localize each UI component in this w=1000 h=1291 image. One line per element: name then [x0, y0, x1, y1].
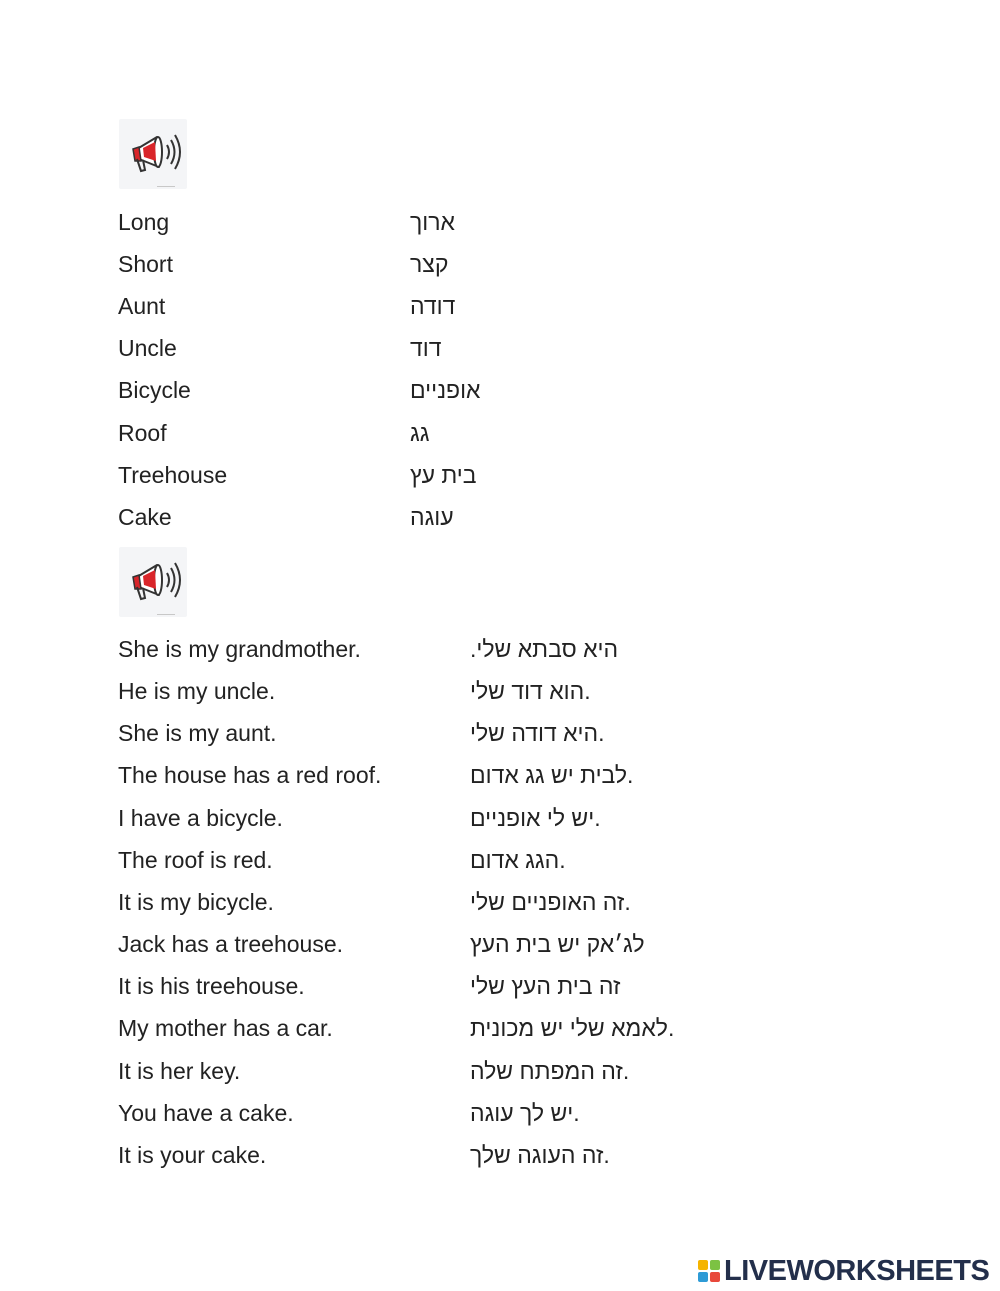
sentence-english: Jack has a treehouse. [118, 931, 344, 957]
sentence-hebrew: לאמא שלי יש מכונית. [470, 1015, 675, 1041]
vocab-hebrew: עוגה [410, 504, 454, 530]
sentence-hebrew: .היא סבתא שלי [470, 636, 619, 662]
sentence-english: It is my bicycle. [118, 889, 274, 915]
vocab-hebrew: ארוך [410, 209, 455, 235]
audio-play-button-sentences[interactable] [119, 547, 187, 617]
megaphone-icon [119, 119, 187, 189]
vocab-row [0, 375, 1000, 405]
sentence-row [0, 971, 1000, 1001]
sentence-hebrew: זה בית העץ שלי [470, 973, 621, 999]
sentence-row [0, 676, 1000, 706]
sentence-row [0, 1140, 1000, 1170]
sentence-hebrew: יש לך עוגה. [470, 1100, 580, 1126]
vocab-row [0, 333, 1000, 363]
megaphone-icon [119, 547, 187, 617]
sentence-row [0, 887, 1000, 917]
sentence-hebrew: לג׳אק יש בית העץ [470, 931, 645, 957]
sentence-english: She is my aunt. [118, 720, 277, 746]
vocab-row [0, 249, 1000, 279]
vocab-row [0, 460, 1000, 490]
vocab-english: Uncle [118, 335, 177, 361]
vocab-hebrew: דודה [410, 293, 456, 319]
vocab-row [0, 418, 1000, 448]
brand-mark-square [710, 1272, 720, 1282]
sentence-row [0, 845, 1000, 875]
sentence-row [0, 1056, 1000, 1086]
vocab-row [0, 207, 1000, 237]
sentence-row [0, 718, 1000, 748]
audio-play-button-vocabulary[interactable] [119, 119, 187, 189]
liveworksheets-logo[interactable] [698, 1256, 989, 1286]
sentence-row [0, 803, 1000, 833]
vocab-english: Short [118, 251, 173, 277]
vocab-english: Long [118, 209, 170, 235]
sentence-english: He is my uncle. [118, 678, 276, 704]
sentence-hebrew: זה האופניים שלי. [470, 889, 631, 915]
sentence-row [0, 760, 1000, 790]
sentence-row [0, 929, 1000, 959]
vocab-english: Cake [118, 504, 172, 530]
vocab-english: Treehouse [118, 462, 228, 488]
vocab-english: Roof [118, 420, 167, 446]
brand-mark-icon [698, 1260, 720, 1282]
sentence-english: The house has a red roof. [118, 762, 382, 788]
brand-name: LIVEWORKSHEETS [724, 1254, 990, 1287]
sentence-english: It is your cake. [118, 1142, 267, 1168]
sentence-english: It is her key. [118, 1058, 241, 1084]
vocab-row [0, 502, 1000, 532]
sentence-english: You have a cake. [118, 1100, 294, 1126]
sentence-hebrew: יש לי אופניים. [470, 805, 601, 831]
brand-mark-square [698, 1260, 708, 1270]
sentence-english: I have a bicycle. [118, 805, 283, 831]
vocab-hebrew: קצר [410, 251, 449, 277]
vocab-english: Bicycle [118, 377, 191, 403]
vocab-hebrew: בית עץ [410, 462, 477, 488]
sentence-hebrew: היא דודה שלי. [470, 720, 605, 746]
sentence-hebrew: זה המפתח שלה. [470, 1058, 630, 1084]
sentence-english: She is my grandmother. [118, 636, 361, 662]
sentence-hebrew: לבית יש גג אדום. [470, 762, 634, 788]
sentence-row [0, 1013, 1000, 1043]
sentence-row [0, 1098, 1000, 1128]
vocab-hebrew: גג [410, 420, 430, 446]
brand-mark-square [698, 1272, 708, 1282]
sentence-hebrew: זה העוגה שלך. [470, 1142, 610, 1168]
vocab-row [0, 291, 1000, 321]
sentence-hebrew: הגג אדום. [470, 847, 566, 873]
sentence-english: My mother has a car. [118, 1015, 333, 1041]
sentence-english: It is his treehouse. [118, 973, 305, 999]
vocab-hebrew: אופניים [410, 377, 481, 403]
vocab-english: Aunt [118, 293, 166, 319]
vocab-hebrew: דוד [410, 335, 442, 361]
sentence-english: The roof is red. [118, 847, 273, 873]
sentence-row [0, 634, 1000, 664]
brand-mark-square [710, 1260, 720, 1270]
sentence-hebrew: הוא דוד שלי. [470, 678, 591, 704]
